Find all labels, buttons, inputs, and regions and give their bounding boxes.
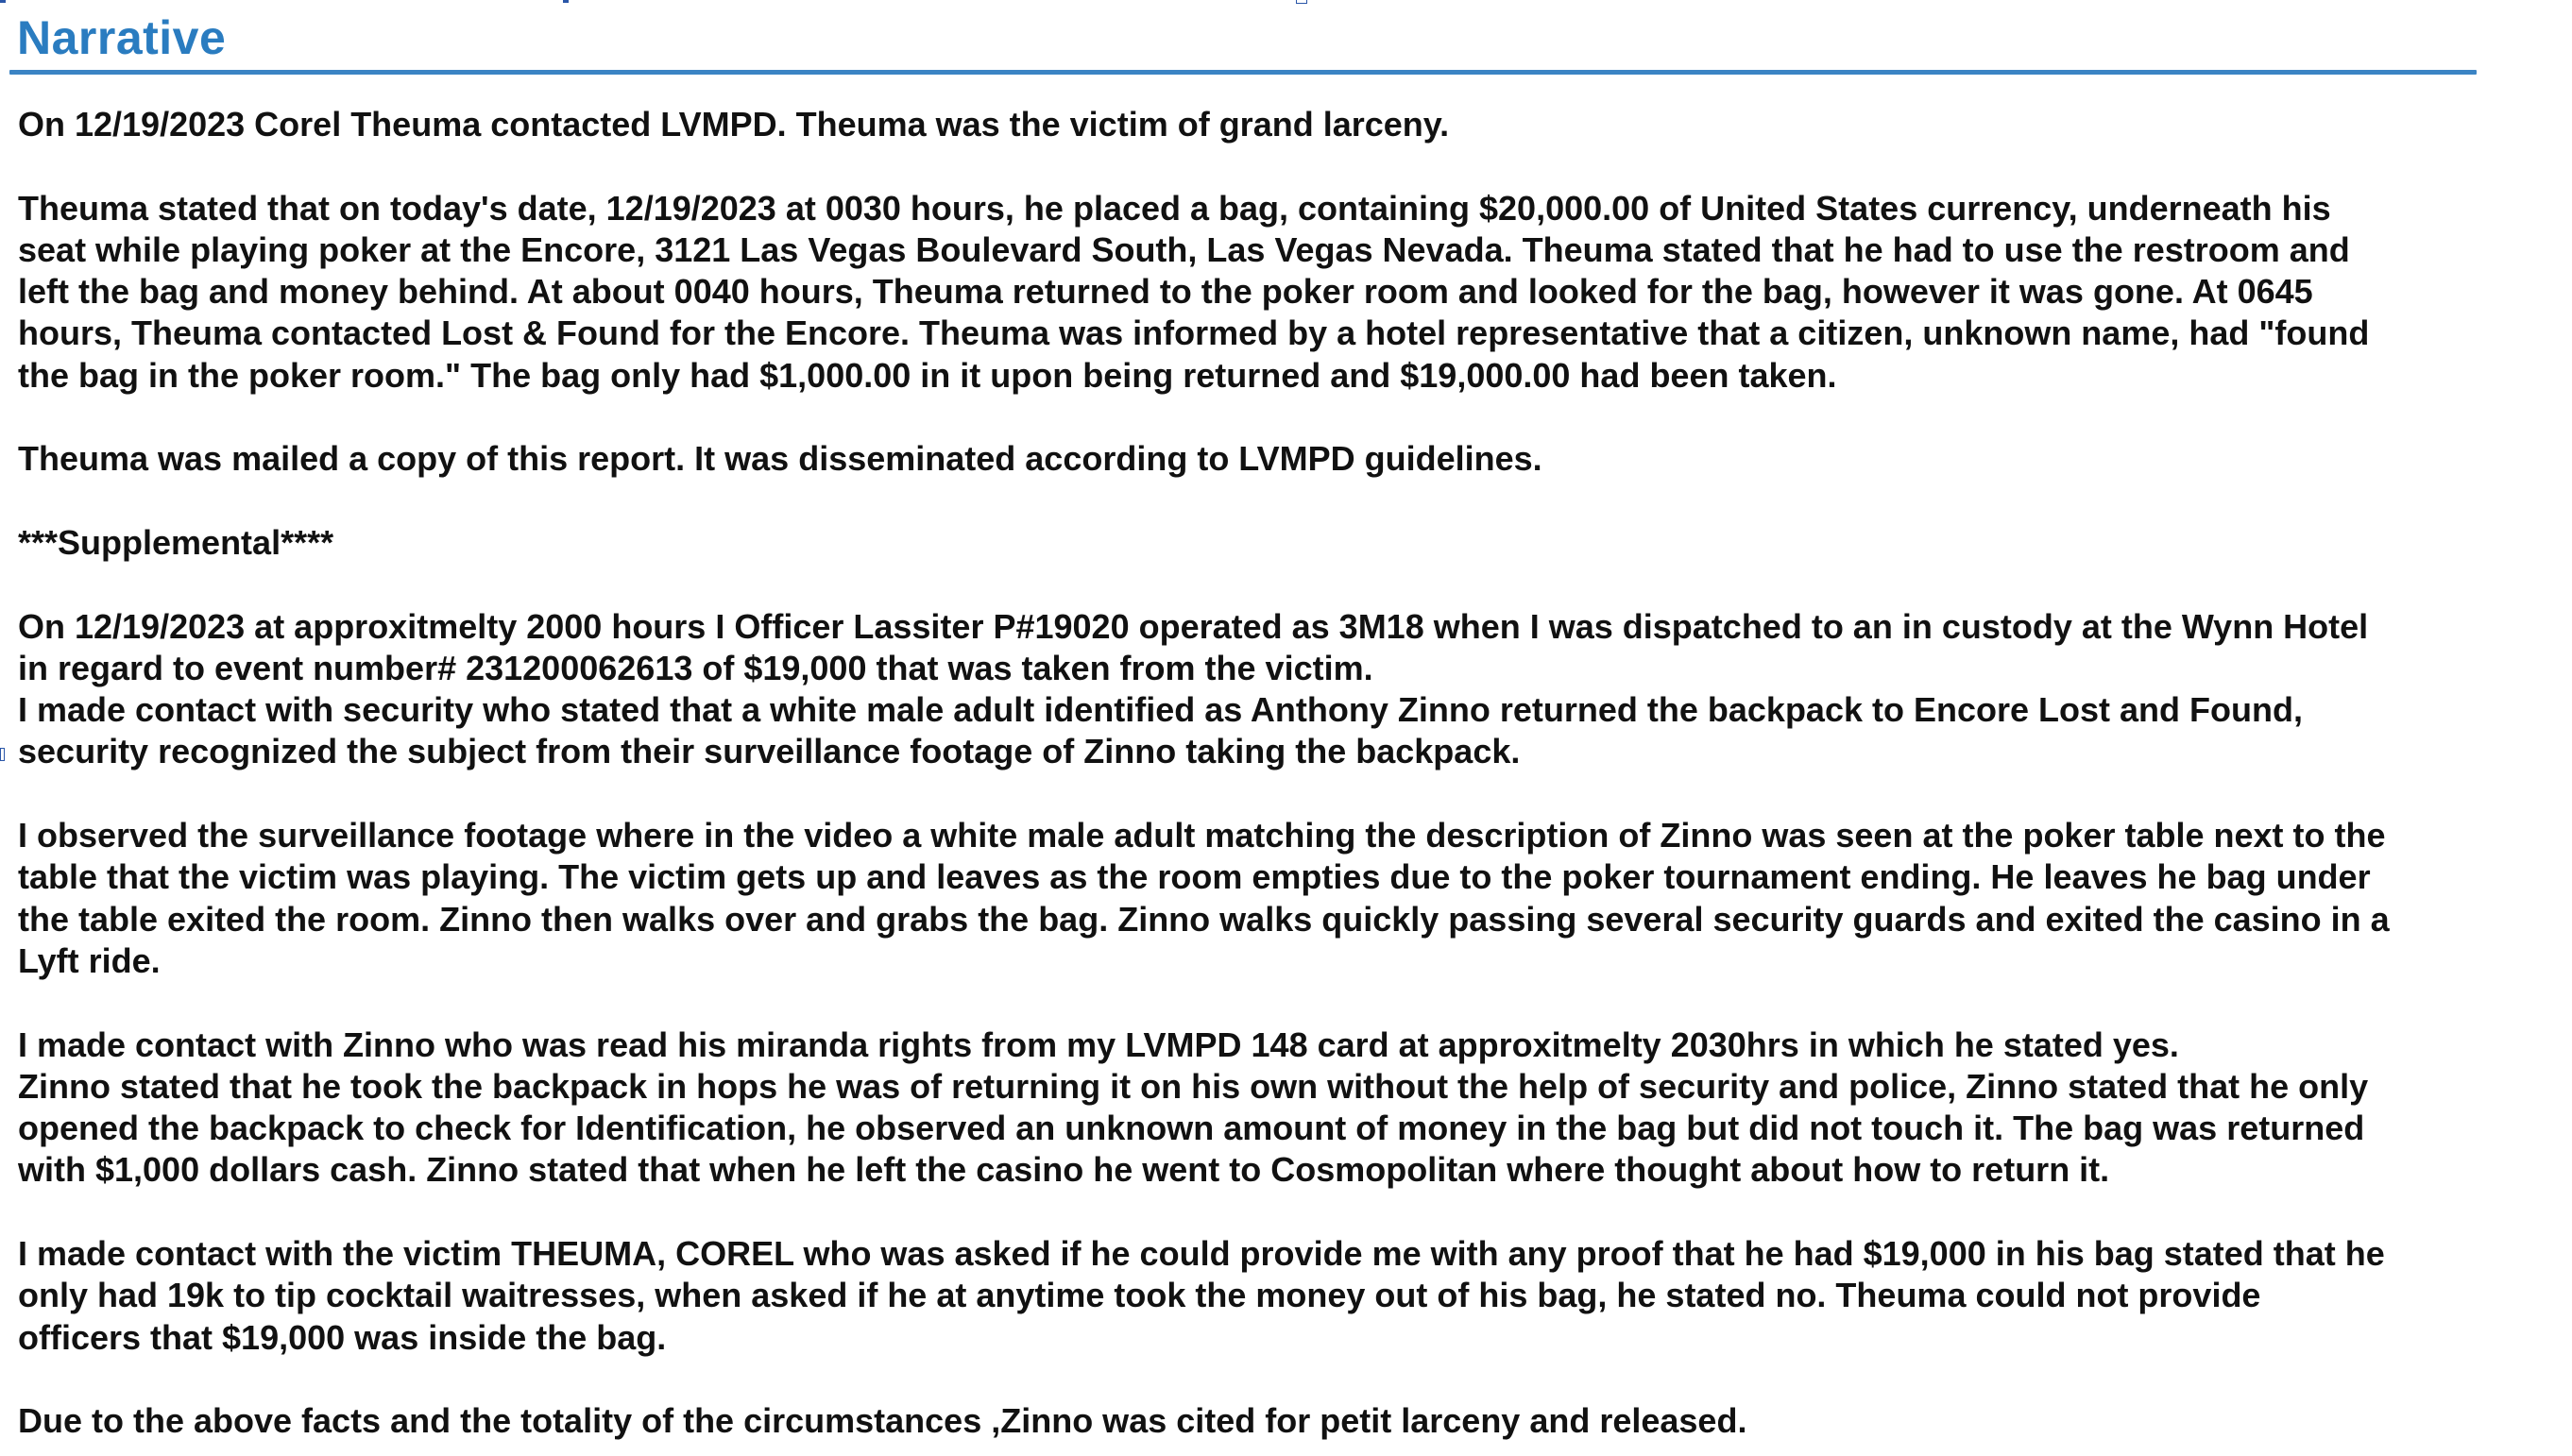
supplemental-heading: ***Supplemental**** xyxy=(18,522,334,562)
narrative-paragraph: I made contact with Zinno who was read his miranda rights from my LVMPD 148 card at approxitmelty 2030hrs in which he stated yes. Zinno stated that he took the backpack in hops he was of returning it on his own without the help of security and police, Zinno stated that he only opened the backpack to check for Identification, he observed an unknown amount of money in the bag but did not touch it. The bag was returned with $1,000 dollars cash. Zinno stated that when he left the casino he went to Cosmopolitan where thought about how to return it. xyxy=(18,1024,2369,1190)
selection-handle-mark xyxy=(563,0,569,3)
narrative-paragraph: Due to the above facts and the totality of the circumstances ,Zinno was cited for petit larceny and released. xyxy=(18,1401,1747,1441)
selection-handle-mark xyxy=(0,0,6,3)
selection-handle-mark xyxy=(0,748,5,761)
narrative-paragraph: On 12/19/2023 at approxitmelty 2000 hours I Officer Lassiter P#19020 operated as 3M18 when I was dispatched to an in custody at the Wynn Hotel in regard to event number# 231200062613 of $19,000 that was taken from the victim. I made contact with security who stated that a white male adult identified as Anthony Zinno returned the backpack to Encore Lost and Found, security recognized the subject from their surveillance footage of Zinno taking the backpack. xyxy=(18,606,2369,771)
narrative-body xyxy=(18,104,2570,1443)
narrative-paragraph: I made contact with the victim THEUMA, COREL who was asked if he could provide me with any proof that he had $19,000 in his bag stated that he only had 19k to tip cocktail waitresses, when asked if he at anytime took the money out of his bag, he stated no. Theuma could not provide officers that $19,000 was inside the bag. xyxy=(18,1234,2385,1357)
selection-handle-mark xyxy=(1296,0,1307,4)
narrative-paragraph: Theuma was mailed a copy of this report. It was disseminated according to LVMPD guidelines. xyxy=(18,439,1542,479)
narrative-paragraph: Theuma stated that on today's date, 12/19/2023 at 0030 hours, he placed a bag, containing $20,000.00 of United States currency, underneath his seat while playing poker at the Encore, 3121 Las Vegas Boulevard South, Las Vegas Nevada. Theuma stated that he had to use the restroom and left the bag and money behind. At about 0040 hours, Theuma returned to the poker room and looked for the bag, however it was gone. At 0645 hours, Theuma contacted Lost & Found for the Encore. Theuma was informed by a hotel representative that a citizen, unknown name, had "found the bag in the poker room." The bag only had $1,000.00 in it upon being returned and $19,000.00 had been taken. xyxy=(18,188,2370,395)
narrative-paragraph: I observed the surveillance footage where in the video a white male adult matching the description of Zinno was seen at the poker table next to the table that the victim was playing. The victim gets up and leaves as the room empties due to the poker tournament ending. He leaves he bag under the table exited the room. Zinno then walks over and grabs the bag. Zinno walks quickly passing several security guards and exited the casino in a Lyft ride. xyxy=(18,816,2390,980)
section-divider xyxy=(9,70,2477,75)
section-title: Narrative xyxy=(17,11,227,64)
narrative-paragraph: On 12/19/2023 Corel Theuma contacted LVMPD. Theuma was the victim of grand larceny. xyxy=(18,105,1450,144)
